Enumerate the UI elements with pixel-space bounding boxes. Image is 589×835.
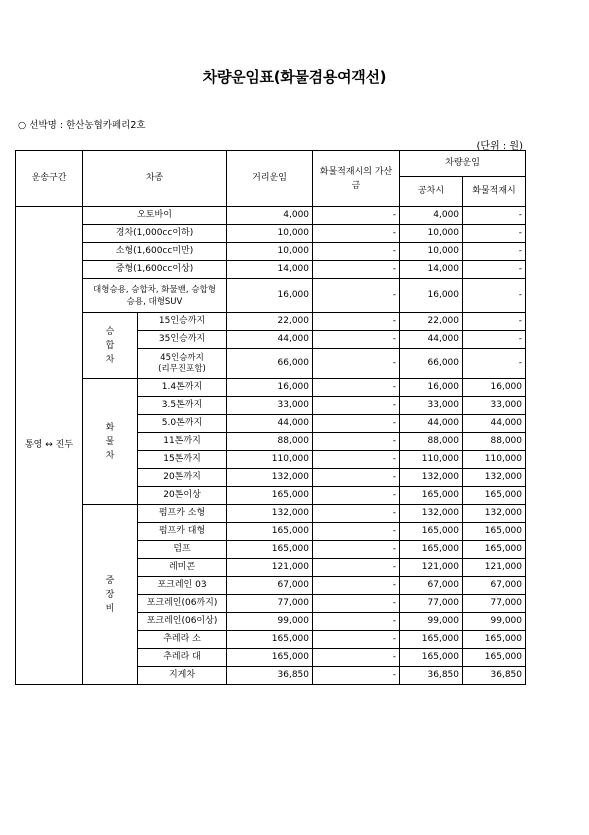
unit-label: (단위 : 원): [476, 141, 523, 152]
table-row: 5.0톤까지 44,000 - 44,000 44,000: [16, 415, 526, 433]
table-row: 추레라 대 165,000 - 165,000 165,000: [16, 649, 526, 667]
table-row: 추레라 소 165,000 - 165,000 165,000: [16, 631, 526, 649]
table-row: 11톤까지 88,000 - 88,000 88,000: [16, 433, 526, 451]
table-row: 중형(1,600cc이상) 14,000 - 14,000 -: [16, 261, 526, 279]
vessel-name: ○ 선박명 : 한산농협카페리2호: [18, 120, 146, 131]
header-distance-fare: 거리운임: [227, 151, 313, 207]
table-row: 포크레인 03 67,000 - 67,000 67,000: [16, 577, 526, 595]
table-row: 승 합 차 15인승까지 22,000 - 22,000 -: [16, 313, 526, 331]
table-row: 포크레인(06까지) 77,000 - 77,000 77,000: [16, 595, 526, 613]
table-row: 35인승까지 44,000 - 44,000 -: [16, 331, 526, 349]
table-row: 15톤까지 110,000 - 110,000 110,000: [16, 451, 526, 469]
table-row: 45인승까지 (리무진포함) 66,000 - 66,000 -: [16, 349, 526, 379]
table-row: 소형(1,600cc미만) 10,000 - 10,000 -: [16, 243, 526, 261]
table-row: 펌프카 대형 165,000 - 165,000 165,000: [16, 523, 526, 541]
page-title: 차량운임표(화물겸용여객선): [202, 68, 387, 86]
route-cell: 통영 ↔ 진두: [16, 207, 83, 685]
table-row: 포크레인(06이상) 99,000 - 99,000 99,000: [16, 613, 526, 631]
table-row: 덤프 165,000 - 165,000 165,000: [16, 541, 526, 559]
group-truck: 화 물 차: [83, 379, 138, 505]
table-row: 20톤까지 132,000 - 132,000 132,000: [16, 469, 526, 487]
header-vehicle: 차종: [83, 151, 227, 207]
table-row: 20톤이상 165,000 - 165,000 165,000: [16, 487, 526, 505]
table-row: 3.5톤까지 33,000 - 33,000 33,000: [16, 397, 526, 415]
header-loaded: 화물적재시: [463, 177, 526, 207]
table-row: 경차(1,000cc이하) 10,000 - 10,000 -: [16, 225, 526, 243]
fare-table: [15, 150, 526, 685]
header-route: 운송구간: [16, 151, 83, 207]
group-bus: 승 합 차: [83, 313, 138, 379]
header-vehicle-fare: 차량운임: [400, 151, 526, 177]
table-row: 중 장 비 펌프카 소형 132,000 - 132,000 132,000: [16, 505, 526, 523]
header-surcharge: 화물적재시의 가산금: [313, 151, 400, 207]
table-row: 통영 ↔ 진두 오토바이 4,000 - 4,000 -: [16, 207, 526, 225]
table-row: 화 물 차 1.4톤까지 16,000 - 16,000 16,000: [16, 379, 526, 397]
header-empty: 공차시: [400, 177, 463, 207]
table-row: 지게차 36,850 - 36,850 36,850: [16, 667, 526, 685]
table-row: 레미콘 121,000 - 121,000 121,000: [16, 559, 526, 577]
group-heavy: 중 장 비: [83, 505, 138, 685]
table-row: 대형승용, 승합차, 화물밴, 승합형승용, 대형SUV 16,000 - 16,000 -: [16, 279, 526, 313]
